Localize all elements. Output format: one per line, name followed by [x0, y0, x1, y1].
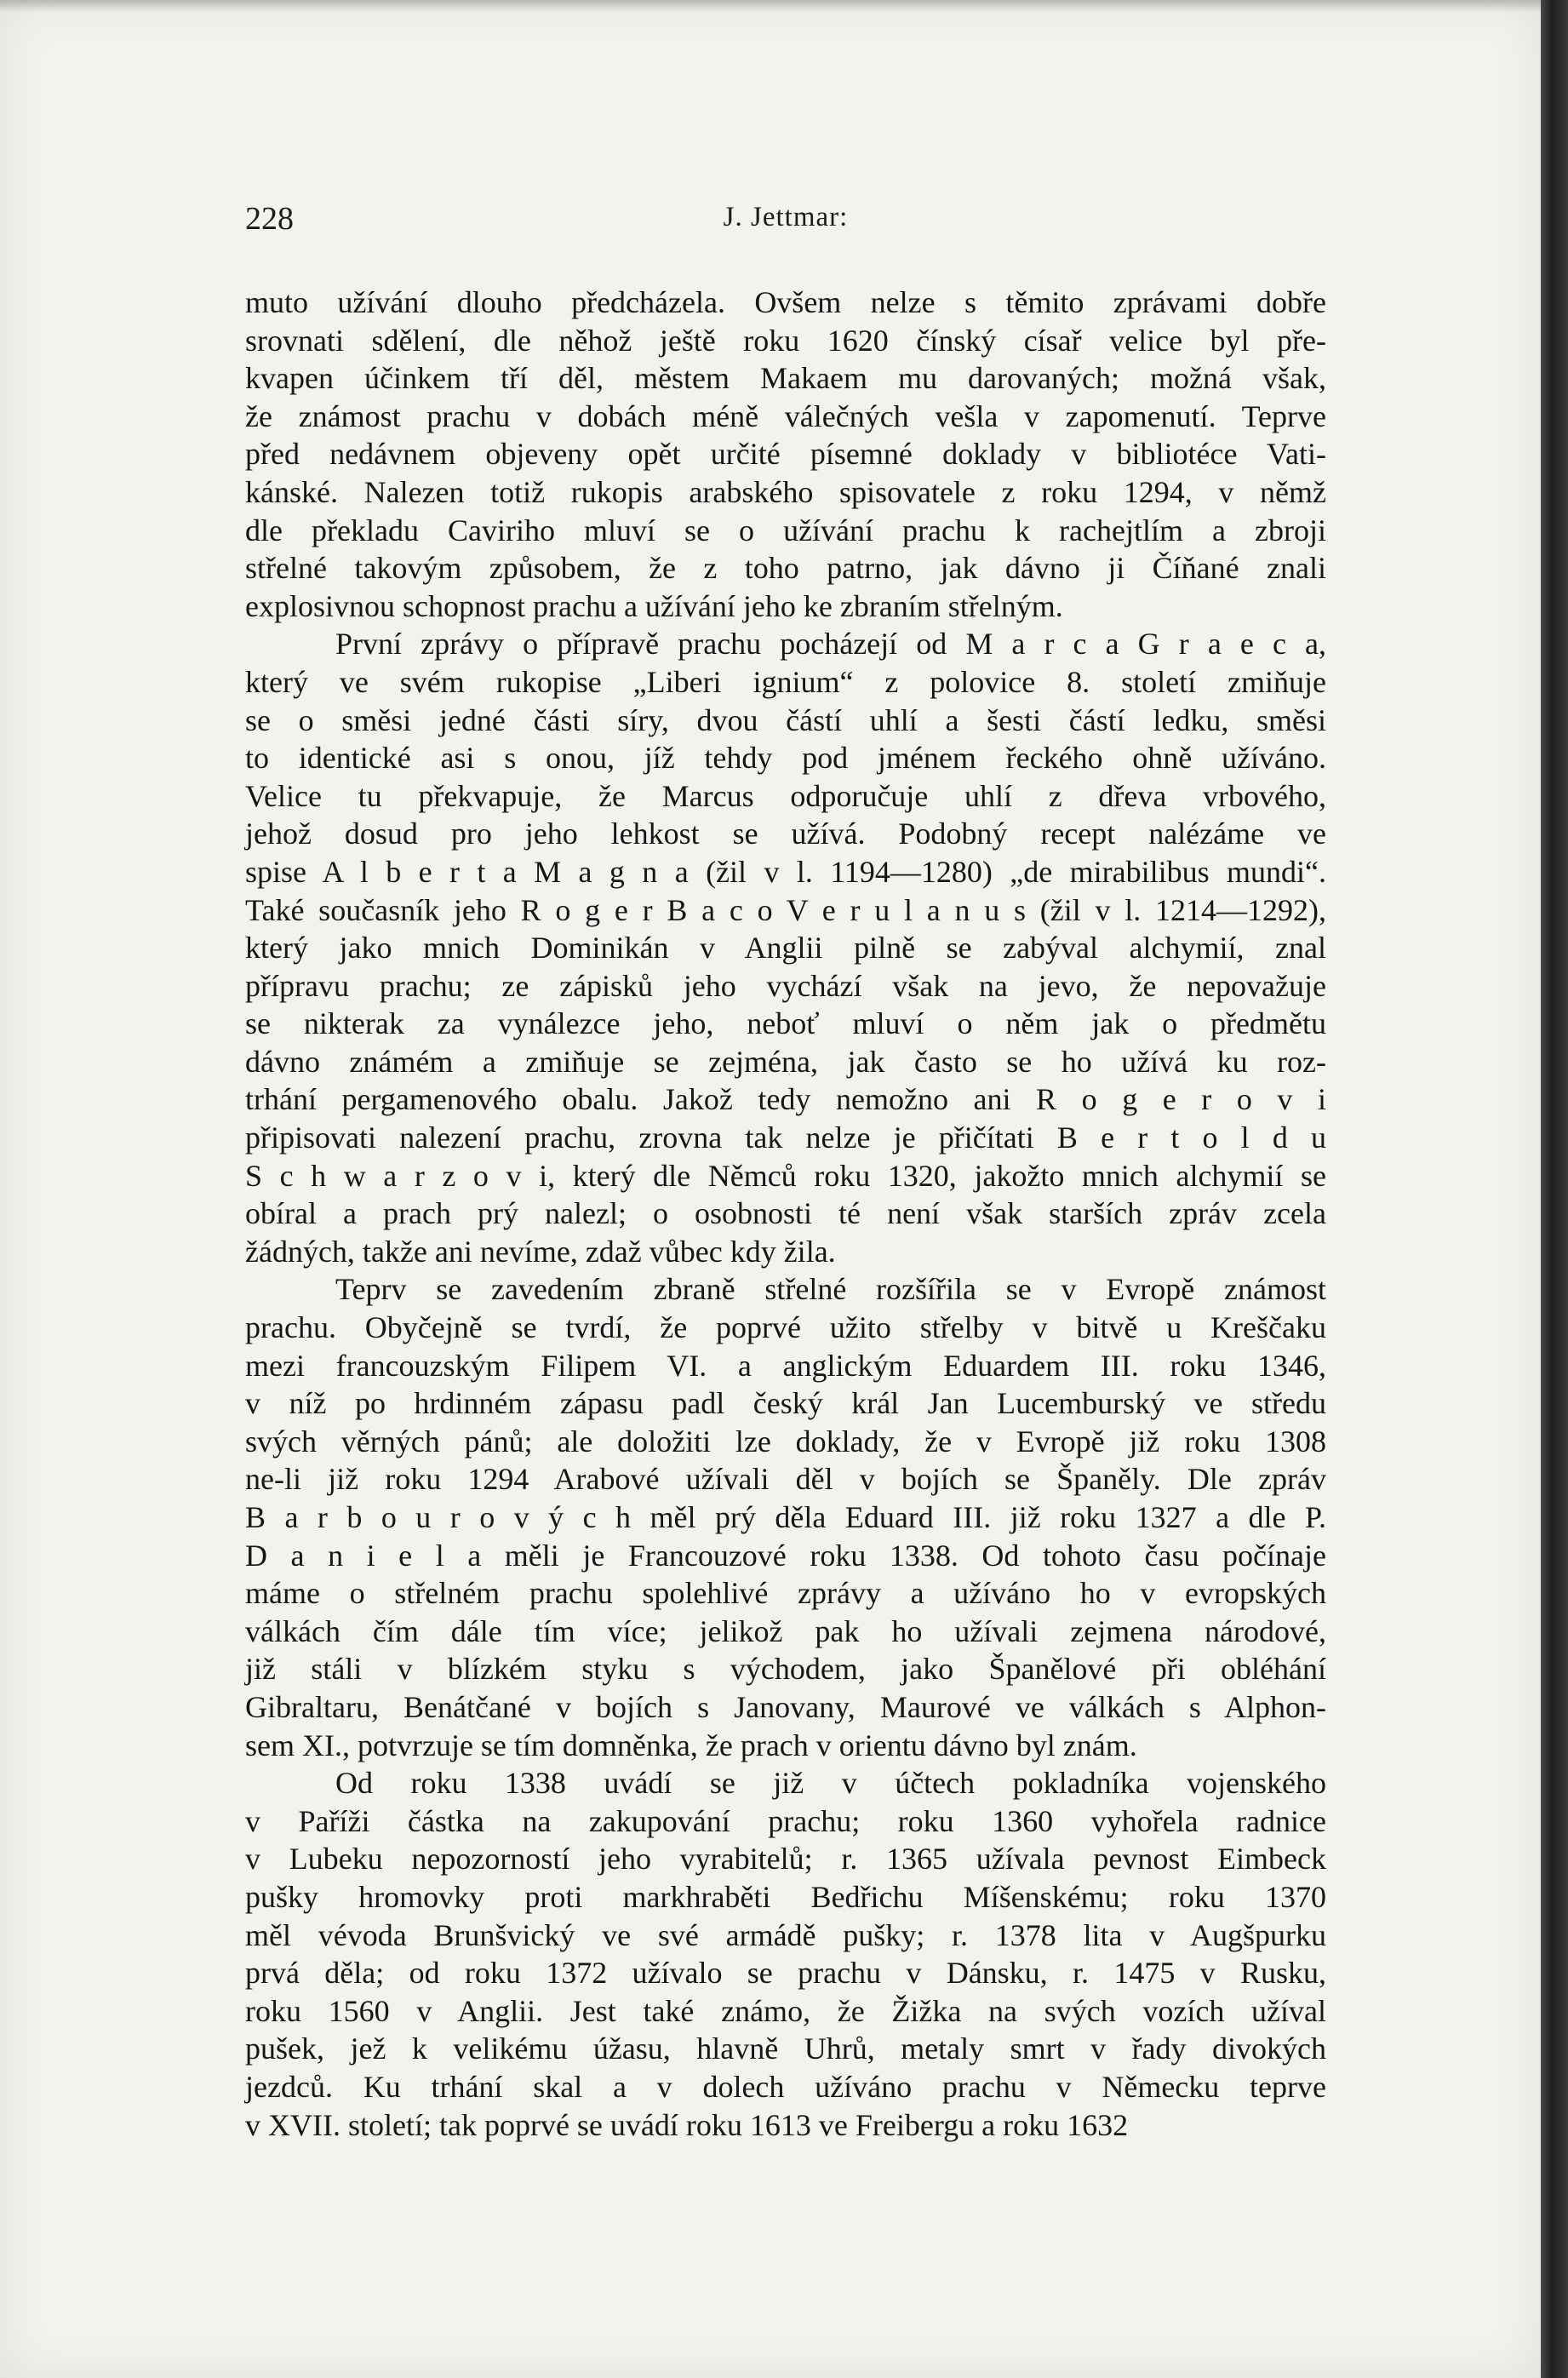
text-line: dle překladu Caviriho mluví se o užívání prachu k rachejtlím a zbroji [245, 513, 1326, 547]
text-line: obíral a prach prý nalezl; o osobnosti té není však starších zpráv zcela [245, 1196, 1326, 1231]
text-line: trhání pergamenového obalu. Jakož tedy nemožno ani R o g e r o v i [245, 1082, 1326, 1117]
text-line: měl vévoda Brunšvický ve své armádě pušky; r. 1378 lita v Augšpurku [245, 1917, 1326, 1952]
text-line: že známost prachu v dobách méně válečných vešla v zapomenutí. Teprve [245, 398, 1326, 433]
text-line: před nedávnem objeveny opět určité písemné doklady v bibliotéce Vati- [245, 437, 1326, 472]
paragraph [245, 284, 1326, 625]
text-line: to identické asi s onou, jíž tehdy pod jménem řeckého ohně užíváno. [245, 741, 1326, 776]
text-line: dávno známém a zmiňuje se zejména, jak často se ho užívá ku roz- [245, 1044, 1326, 1079]
scan-shadow [0, 0, 1541, 12]
text-line: se o směsi jedné části síry, dvou částí uhlí a šesti částí ledku, směsi [245, 702, 1326, 737]
text-line: jezdců. Ku trhání skal a v dolech užíváno prachu v Německu teprve [245, 2069, 1326, 2104]
text-line: žádných, takže ani nevíme, zdaž vůbec kdy žila. [245, 1234, 836, 1269]
page-number: 228 [245, 201, 294, 237]
text-line: srovnati sdělení, dle něhož ještě roku 1620 čínský císař velice byl pře- [245, 323, 1326, 358]
text-line: Gibraltaru, Benátčané v bojích s Janovany, Maurové ve válkách s Alphon- [245, 1689, 1326, 1724]
text-line: v Paříži částka na zakupování prachu; roku 1360 vyhořela radnice [245, 1803, 1326, 1838]
text-line: jehož dosud pro jeho lehkost se užívá. Podobný recept nalézáme ve [245, 817, 1326, 851]
text-line: Také současník jeho R o g e r B a c o V e r u l a n u s (žil v l. 1214—1292), [245, 892, 1326, 927]
text-line: pušek, jež k velikému úžasu, hlavně Uhrů, metaly smrt v řady divokých [245, 2031, 1326, 2066]
text-line: přípravu prachu; ze zápisků jeho vychází však na jevo, že nepovažuje [245, 968, 1326, 1003]
text-line: ne-li již roku 1294 Arabové užívali děl v bojích se Španěly. Dle zpráv [245, 1462, 1326, 1497]
text-line: sem XI., potvrzuje se tím domněnka, že prach v orientu dávno byl znám. [245, 1728, 1137, 1762]
text-line: který jako mnich Dominikán v Anglii pilně se zabýval alchymií, znal [245, 931, 1326, 966]
text-line: První zprávy o přípravě prachu pocházejí od M a r c a G r a e c a, [335, 627, 1326, 662]
text-line: explosivnou schopnost prachu a užívání jeho ke zbraním střelným. [245, 588, 1063, 623]
text-line: pušky hromovky proti markhraběti Bedřichu Míšenskému; roku 1370 [245, 1879, 1326, 1914]
text-line: Teprv se zavedením zbraně střelné rozšířila se v Evropě známost [335, 1272, 1326, 1307]
text-line: prachu. Obyčejně se tvrdí, že poprvé užito střelby v bitvě u Kreščaku [245, 1310, 1326, 1345]
text-line: svých věrných pánů; ale doložiti lze doklady, že v Evropě již roku 1308 [245, 1424, 1326, 1458]
running-head: J. Jettmar: [723, 202, 849, 232]
text-line: v Lubeku nepozorností jeho vyrabitelů; r. 1365 užívala pevnost Eimbeck [245, 1842, 1326, 1877]
text-line: S c h w a r z o v i, který dle Němců roku 1320, jakožto mnich alchymií se [245, 1158, 1326, 1193]
text-line: válkách čím dále tím více; jelikož pak ho užívali zejmena národové, [245, 1613, 1326, 1648]
text-line: Velice tu překvapuje, že Marcus odporučuje uhlí z dřeva vrbového, [245, 778, 1326, 813]
book-spine [1541, 0, 1568, 2378]
paragraph [245, 625, 1326, 1270]
text-line: muto užívání dlouho předcházela. Ovšem nelze s těmito zprávami dobře [245, 285, 1326, 319]
text-line: B a r b o u r o v ý c h měl prý děla Eduard III. již roku 1327 a dle P. [245, 1500, 1326, 1534]
text-line: střelné takovým způsobem, že z toho patrno, jak dávno ji Číňané znali [245, 551, 1326, 586]
text-line: již stáli v blízkém styku s východem, jako Španělové při obléhání [245, 1652, 1326, 1687]
body-text [245, 284, 1326, 2144]
paragraph [245, 1764, 1326, 2144]
text-line: mezi francouzským Filipem VI. a anglickým Eduardem III. roku 1346, [245, 1348, 1326, 1383]
page-header [245, 200, 1326, 243]
text-line: spise A l b e r t a M a g n a (žil v l. 1194—1280) „de mirabilibus mundi“. [245, 854, 1326, 889]
text-line: D a n i e l a měli je Francouzové roku 1338. Od tohoto času počínaje [245, 1538, 1326, 1573]
text-line: který ve svém rukopise „Liberi ignium“ z polovice 8. století zmiňuje [245, 664, 1326, 699]
text-line: v XVII. století; tak poprvé se uvádí roku 1613 ve Freibergu a roku 1632 [245, 2107, 1129, 2142]
text-line: kvapen účinkem tří děl, městem Makaem mu darovaných; možná však, [245, 361, 1326, 396]
text-line: Od roku 1338 uvádí se již v účtech pokladníka vojenského [335, 1766, 1326, 1801]
text-line: prvá děla; od roku 1372 užívalo se prachu v Dánsku, r. 1475 v Rusku, [245, 1956, 1326, 1991]
text-line: připisovati nalezení prachu, zrovna tak nelze je přičítati B e r t o l d u [245, 1120, 1326, 1155]
text-line: roku 1560 v Anglii. Jest také známo, že Žižka na svých vozích užíval [245, 1993, 1326, 2028]
text-line: se nikterak za vynálezce jeho, neboť mluví o něm jak o předmětu [245, 1006, 1326, 1041]
text-line: kánské. Nalezen totiž rukopis arabského spisovatele z roku 1294, v němž [245, 474, 1326, 509]
text-line: v níž po hrdinném zápasu padl český král Jan Lucemburský ve středu [245, 1386, 1326, 1421]
paragraph [245, 1270, 1326, 1764]
text-line: máme o střelném prachu spolehlivé zprávy a užíváno ho v evropských [245, 1576, 1326, 1611]
